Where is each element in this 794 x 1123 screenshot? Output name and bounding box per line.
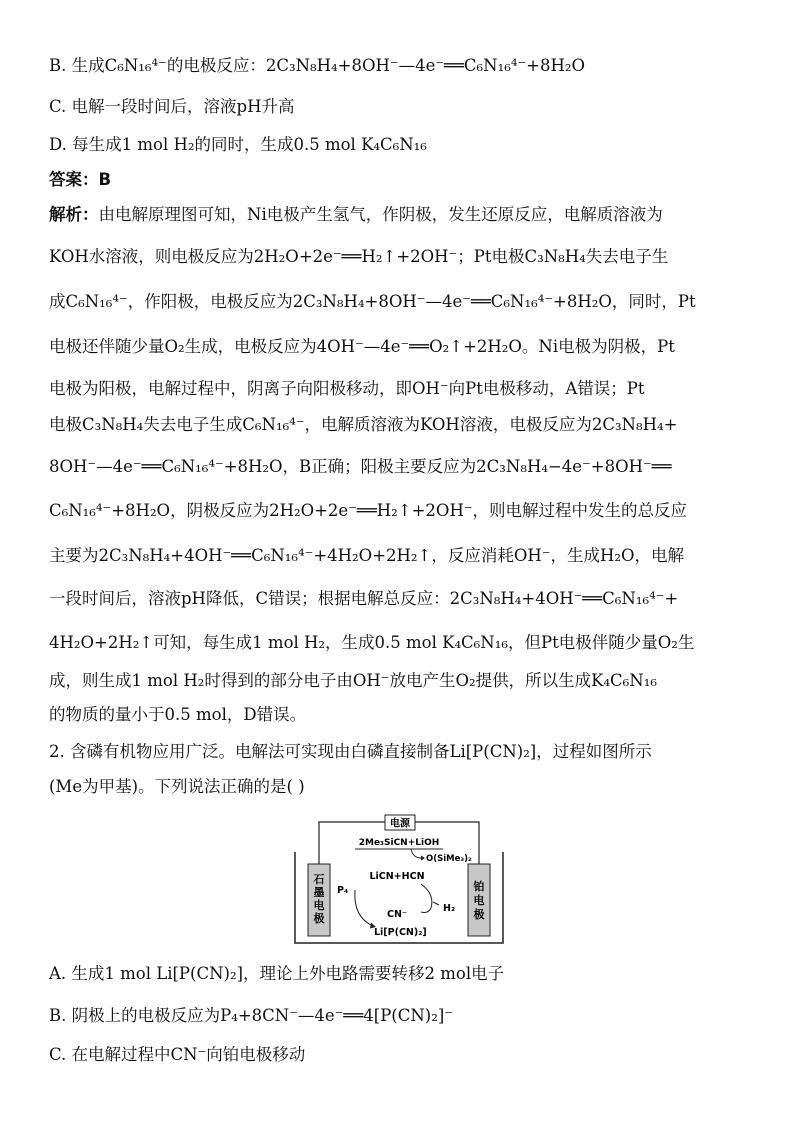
product-label: Li[P(CN)₂] [374, 927, 427, 938]
h2-arrow [421, 884, 432, 913]
platinum-label: 电 [473, 894, 485, 907]
explanation-line: 电极C₃N₈H₄失去电子生成C₆N₁₆⁴⁻，电解质溶液为KOH溶液，电极反应为2C₃N₈H₄+ [49, 415, 678, 434]
q2-option-c: C. 在电解过程中CN⁻向铂电极移动 [49, 1045, 306, 1064]
question-2-stem: 2. 含磷有机物应用广泛。电解法可实现由白磷直接制备Li[P(CN)₂]，过程如图所示 [49, 742, 652, 761]
byproduct-arrow [411, 849, 421, 858]
platinum-label: 极 [473, 908, 485, 921]
p4-label: P₄ [337, 885, 349, 896]
explanation-line: 4H₂O+2H₂↑可知，每生成1 mol H₂，生成0.5 mol K₄C₆N₁₆，但Pt电极伴随少量O₂生 [49, 633, 695, 652]
p4-arrow [355, 890, 373, 926]
option-b: B. 生成C₆N₁₆⁴⁻的电极反应：2C₃N₈H₄+8OH⁻—4e⁻══C₆N₁₆⁴⁻+8H₂O [49, 56, 586, 75]
explanation-line: KOH水溶液，则电极反应为2H₂O+2e⁻══H₂↑+2OH⁻；Pt电极C₃N₈H₄失去电子生 [49, 247, 669, 266]
explanation-line: 成C₆N₁₆⁴⁻，作阳极，电极反应为2C₃N₈H₄+8OH⁻—4e⁻══C₆N₁₆⁴⁻+8H₂O，同时，Pt [49, 292, 696, 311]
explanation-line-1 [49, 204, 663, 226]
explanation-label: 解析： [49, 205, 99, 224]
byproduct-label: O(SiMe₃)₂ [426, 854, 472, 864]
h2-branch [433, 902, 439, 905]
power-label: 电源 [390, 818, 410, 830]
platinum-label: 铂 [473, 880, 485, 893]
graphite-label: 极 [313, 912, 325, 925]
explanation-line: 成，则生成1 mol H₂时得到的部分电子由OH⁻放电产生O₂提供，所以生成K₄C₆N₁₆ [49, 671, 657, 690]
explanation-line: C₆N₁₆⁴⁻+8H₂O，阴极反应为2H₂O+2e⁻══H₂↑+2OH⁻，则电解过程中发生的总反应 [49, 501, 688, 520]
graphite-label: 墨 [313, 886, 325, 899]
explanation-line: 电极还伴随少量O₂生成，电极反应为4OH⁻—4e⁻══O₂↑+2H₂O。Ni电极为阴极，Pt [49, 337, 675, 356]
q2-option-a: A. 生成1 mol Li[P(CN)₂]，理论上外电路需要转移2 mol电子 [49, 964, 505, 983]
explanation-line: 一段时间后，溶液pH降低，C错误；根据电解总反应：2C₃N₈H₄+4OH⁻══C₆N₁₆⁴⁻+ [49, 589, 679, 608]
explanation-line: 主要为2C₃N₈H₄+4OH⁻══C₆N₁₆⁴⁻+4H₂O+2H₂↑，反应消耗OH⁻，生成H₂O，电解 [49, 546, 685, 565]
option-d: D. 每生成1 mol H₂的同时，生成0.5 mol K₄C₆N₁₆ [49, 135, 427, 154]
cn-label: CN⁻ [387, 909, 407, 920]
graphite-label: 石 [313, 873, 325, 886]
intermediate-label: LiCN+HCN [369, 871, 425, 882]
graphite-label: 电 [313, 899, 325, 912]
explanation-line: 电极为阳极，电解过程中，阴离子向阳极移动，即OH⁻向Pt电极移动，A错误；Pt [49, 379, 645, 398]
reagent-label: 2Me₃SiCN+LiOH [358, 838, 440, 848]
answer: 答案：B [49, 170, 112, 189]
q2-option-b: B. 阴极上的电极反应为P₄+8CN⁻—4e⁻══4[P(CN)₂]⁻ [49, 1006, 454, 1025]
arrow-head [421, 856, 425, 861]
question-2-stem: (Me为甲基)。下列说法正确的是( ) [49, 777, 305, 796]
explanation-line: 8OH⁻—4e⁻══C₆N₁₆⁴⁻+8H₂O，B正确；阳极主要反应为2C₃N₈H₄−4e⁻+8OH⁻══ [49, 457, 672, 476]
h2-label: H₂ [443, 903, 456, 914]
explanation-text: 由电解原理图可知，Ni电极产生氢气，作阴极，发生还原反应，电解质溶液为 [98, 205, 663, 224]
explanation-line: 的物质的量小于0.5 mol，D错误。 [49, 705, 307, 724]
electrolysis-diagram [293, 812, 505, 946]
option-c: C. 电解一段时间后，溶液pH升高 [49, 97, 295, 116]
